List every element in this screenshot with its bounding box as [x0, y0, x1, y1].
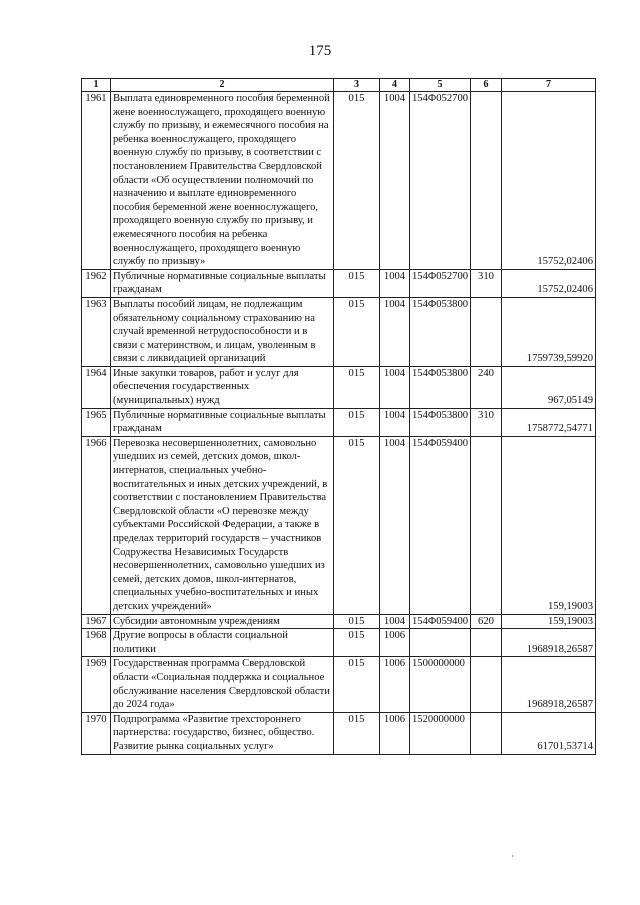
- row-description: Субсидии автономным учреждениям: [111, 614, 334, 629]
- section-code: 1006: [380, 629, 410, 657]
- row-number: 1961: [82, 92, 111, 270]
- expense-type: 310: [471, 269, 502, 297]
- amount: 159,19003: [502, 614, 596, 629]
- amount: 967,05149: [502, 366, 596, 408]
- admin-code: 015: [334, 269, 380, 297]
- expense-type: [471, 436, 502, 614]
- column-header: 5: [410, 79, 471, 92]
- target-code: 154Ф052700: [410, 92, 471, 270]
- row-number: 1968: [82, 629, 111, 657]
- admin-code: 015: [334, 297, 380, 366]
- expense-type: 240: [471, 366, 502, 408]
- row-description: Подпрограмма «Развитие трехстороннего партнерства: государство, бизнес, общество. Развитие рынка социальных услуг»: [111, 712, 334, 754]
- admin-code: 015: [334, 92, 380, 270]
- admin-code: 015: [334, 408, 380, 436]
- admin-code: 015: [334, 436, 380, 614]
- scan-speck: [512, 855, 513, 857]
- section-code: 1004: [380, 614, 410, 629]
- section-code: 1004: [380, 436, 410, 614]
- section-code: 1004: [380, 408, 410, 436]
- amount: 1759739,59920: [502, 297, 596, 366]
- section-code: 1004: [380, 366, 410, 408]
- row-number: 1965: [82, 408, 111, 436]
- amount: 15752,02406: [502, 269, 596, 297]
- row-description: Публичные нормативные социальные выплаты гражданам: [111, 269, 334, 297]
- row-description: Выплата единовременного пособия беременной жене военнослужащего, проходящего военную службу по призыву, и ежемесячного пособия на ребенка военнослужащего, проходящего военную службу по призыву, в соответствии с постановлением Правительства Свердловской области «Об осуществлении полномочий по назначению и выплате единовременного пособия беременной жене военнослужащего, проходящего военную службу по призыву, и ежемесячного пособия на ребенка военнослужащего, проходящего военную службу по призыву»: [111, 92, 334, 270]
- expense-type: [471, 712, 502, 754]
- expense-type: 620: [471, 614, 502, 629]
- expense-type: [471, 657, 502, 712]
- column-header: 6: [471, 79, 502, 92]
- table-row: [82, 614, 596, 629]
- table-row: [82, 297, 596, 366]
- expense-type: [471, 297, 502, 366]
- table-row: [82, 269, 596, 297]
- target-code: 1500000000: [410, 657, 471, 712]
- row-description: Иные закупки товаров, работ и услуг для обеспечения государственных (муниципальных) нужд: [111, 366, 334, 408]
- target-code: 1520000000: [410, 712, 471, 754]
- row-description: Перевозка несовершеннолетних, самовольно ушедших из семей, детских домов, школ-интернатов, специальных учебно-воспитательных и иных детских учреждений, в соответствии с постановлением Правительства Свердловской области «О перевозке между субъектами Российской Федерации, а также в пределах территорий государств – участников Содружества Независимых Государств несовершеннолетних, самовольно ушедших из семей, детских домов, школ-интернатов, специальных учебно-воспитательных и иных детских учреждений»: [111, 436, 334, 614]
- target-code: 154Ф052700: [410, 269, 471, 297]
- row-number: 1970: [82, 712, 111, 754]
- row-number: 1963: [82, 297, 111, 366]
- row-description: Государственная программа Свердловской области «Социальная поддержка и социальное обслуживание населения Свердловской области до 2024 года»: [111, 657, 334, 712]
- column-header: 4: [380, 79, 410, 92]
- expense-type: [471, 92, 502, 270]
- target-code: 154Ф053800: [410, 408, 471, 436]
- target-code: 154Ф053800: [410, 366, 471, 408]
- table-row: [82, 436, 596, 614]
- page-number: 175: [308, 43, 332, 59]
- admin-code: 015: [334, 366, 380, 408]
- section-code: 1006: [380, 657, 410, 712]
- admin-code: 015: [334, 712, 380, 754]
- target-code: [410, 629, 471, 657]
- header-row: [82, 79, 596, 92]
- budget-table: [81, 78, 596, 755]
- column-header: 3: [334, 79, 380, 92]
- amount: 1968918,26587: [502, 657, 596, 712]
- amount: 1758772,54771: [502, 408, 596, 436]
- admin-code: 015: [334, 657, 380, 712]
- table-row: [82, 92, 596, 270]
- table-row: [82, 629, 596, 657]
- row-number: 1969: [82, 657, 111, 712]
- table-row: [82, 712, 596, 754]
- section-code: 1004: [380, 269, 410, 297]
- amount: 1968918,26587: [502, 629, 596, 657]
- column-header: 2: [111, 79, 334, 92]
- row-description: Публичные нормативные социальные выплаты гражданам: [111, 408, 334, 436]
- expense-type: 310: [471, 408, 502, 436]
- table-row: [82, 657, 596, 712]
- table-row: [82, 366, 596, 408]
- expense-type: [471, 629, 502, 657]
- amount: 61701,53714: [502, 712, 596, 754]
- row-number: 1966: [82, 436, 111, 614]
- target-code: 154Ф053800: [410, 297, 471, 366]
- target-code: 154Ф059400: [410, 436, 471, 614]
- amount: 159,19003: [502, 436, 596, 614]
- row-number: 1967: [82, 614, 111, 629]
- admin-code: 015: [334, 614, 380, 629]
- row-number: 1962: [82, 269, 111, 297]
- column-header: 7: [502, 79, 596, 92]
- target-code: 154Ф059400: [410, 614, 471, 629]
- section-code: 1006: [380, 712, 410, 754]
- column-header: 1: [82, 79, 111, 92]
- section-code: 1004: [380, 297, 410, 366]
- row-number: 1964: [82, 366, 111, 408]
- amount: 15752,02406: [502, 92, 596, 270]
- section-code: 1004: [380, 92, 410, 270]
- row-description: Другие вопросы в области социальной политики: [111, 629, 334, 657]
- row-description: Выплаты пособий лицам, не подлежащим обязательному социальному страхованию на случай временной нетрудоспособности и в связи с материнством, и лицам, уволенным в связи с ликвидацией организаций: [111, 297, 334, 366]
- table-row: [82, 408, 596, 436]
- admin-code: 015: [334, 629, 380, 657]
